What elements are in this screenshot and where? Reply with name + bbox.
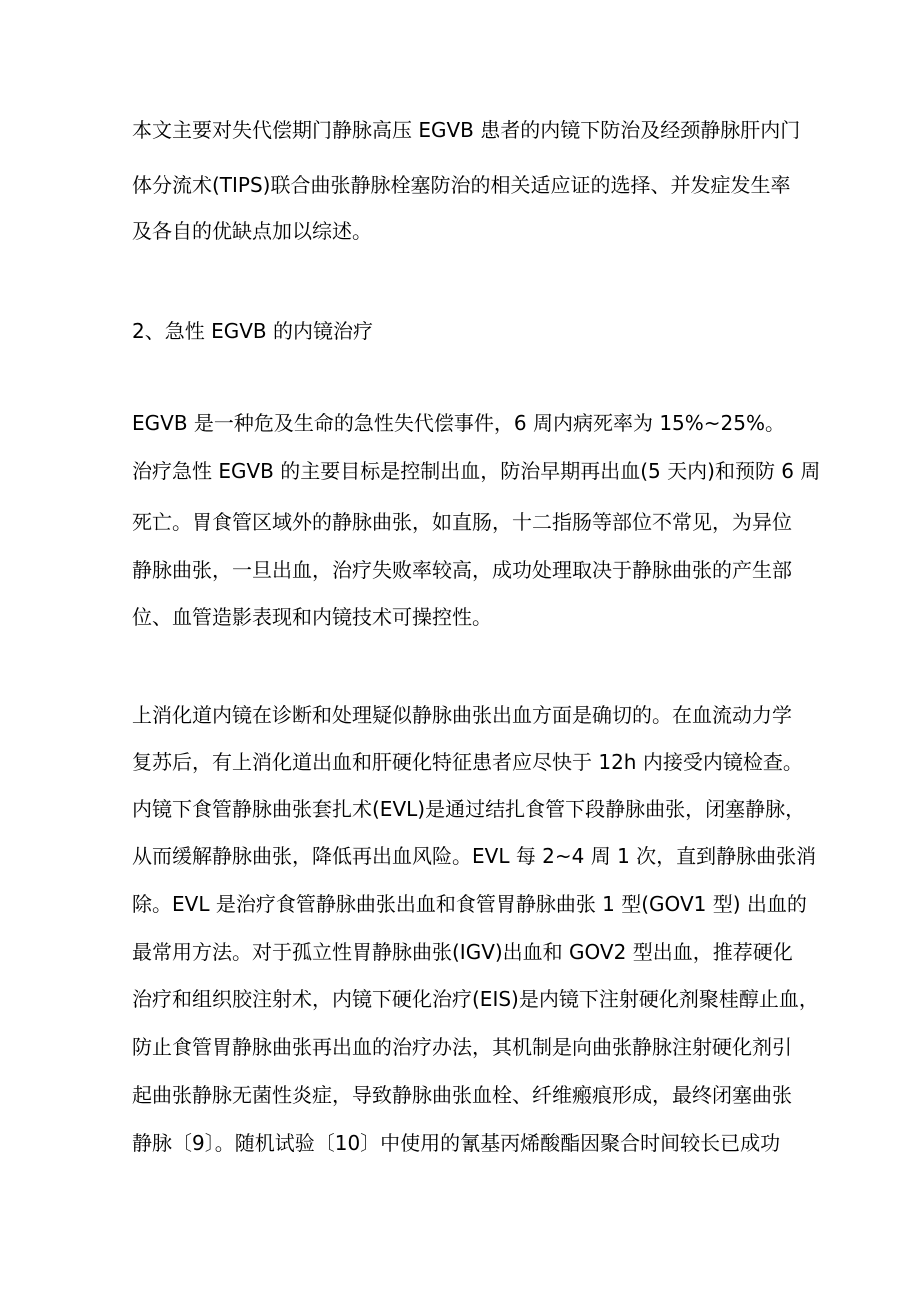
text-line: 最常用方法。对于孤立性胃静脉曲张(IGV)出血和 GOV2 型出血，推荐硬化 (132, 940, 793, 964)
text-line: EGVB 是一种危及生命的急性失代偿事件，6 周内病死率为 15%~25%。 (132, 411, 785, 435)
text-line: 位、血管造影表现和内镜技术可操控性。 (132, 605, 492, 629)
text-line: 治疗和组织胶注射术，内镜下硬化治疗(EIS)是内镜下注射硬化剂聚桂醇止血， (132, 987, 819, 1011)
text-line: 复苏后，有上消化道出血和肝硬化特征患者应尽快于 12h 内接受内镜检查。 (132, 750, 803, 774)
text-line: 治疗急性 EGVB 的主要目标是控制出血，防治早期再出血(5 天内)和预防 6 周 (132, 459, 821, 483)
text-line: 除。EVL 是治疗食管静脉曲张出血和食管胃静脉曲张 1 型(GOV1 型) 出血的 (132, 892, 807, 916)
text-line: 从而缓解静脉曲张，降低再出血风险。EVL 每 2~4 周 1 次，直到静脉曲张消 (132, 844, 817, 868)
text-line: 防止食管胃静脉曲张再出血的治疗办法，其机制是向曲张静脉注射硬化剂引 (132, 1035, 792, 1059)
text-line: 及各自的优缺点加以综述。 (132, 219, 372, 243)
text-line: 死亡。胃食管区域外的静脉曲张，如直肠，十二指肠等部位不常见，为异位 (132, 510, 792, 534)
text-line: 静脉〔9〕。随机试验〔10〕中使用的氰基丙烯酸酯因聚合时间较长已成功 (132, 1131, 781, 1155)
text-line: 静脉曲张，一旦出血，治疗失败率较高，成功处理取决于静脉曲张的产生部 (132, 558, 792, 582)
text-line: 本文主要对失代偿期门静脉高压 EGVB 患者的内镜下防治及经颈静脉肝内门 (132, 118, 801, 142)
text-line: 上消化道内镜在诊断和处理疑似静脉曲张出血方面是确切的。在血流动力学 (132, 703, 792, 727)
section-heading: 2、急性 EGVB 的内镜治疗 (132, 319, 373, 343)
text-line: 体分流术(TIPS)联合曲张静脉栓塞防治的相关适应证的选择、并发症发生率 (132, 173, 791, 197)
text-line: 起曲张静脉无菌性炎症，导致静脉曲张血栓、纤维瘢痕形成，最终闭塞曲张 (132, 1083, 792, 1107)
text-line: 内镜下食管静脉曲张套扎术(EVL)是通过结扎食管下段静脉曲张，闭塞静脉， (132, 797, 806, 821)
